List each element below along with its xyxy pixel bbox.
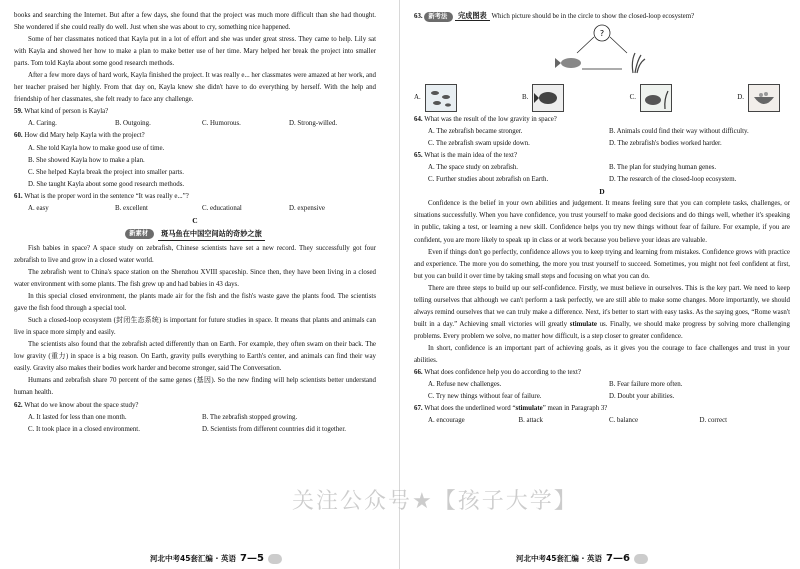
page-divider <box>399 0 400 569</box>
option: A. The space study on zebrafish. <box>428 164 518 172</box>
publisher-logo-icon <box>268 554 282 564</box>
passage-b-paragraph: After a few more days of hard work, Kayla finished the project. It was really e... her classmates were amazed at her work, and her teacher praised her highly. From that day on, Kayla knew she didn't have to do everything by herself. With the help and friendship of her classmates, she felt ready to face any challenge. <box>14 72 376 104</box>
option: B. attack <box>518 417 543 425</box>
option: D. expensive <box>289 204 325 212</box>
option: B. She showed Kayla how to make a plan. <box>28 156 145 164</box>
option: C. educational <box>202 204 242 212</box>
option: B. The zebrafish stopped growing. <box>202 413 298 421</box>
question-65: 65. What is the main idea of the text? A. The space study on zebrafish. B. The plan for studying human genes. C. Further studies about zebrafish on Earth. D. The research of the closed-loop ecosystem. <box>414 150 790 186</box>
option: A. encourage <box>428 417 465 425</box>
passage-c-paragraph: Such a closed-loop ecosystem (封闭生态系统) is important for future studies in space. It means that plants and animals can live in space more simply and easily. <box>14 317 376 337</box>
option: A. easy <box>28 204 49 212</box>
passage-d-paragraph: Confidence is the belief in your own abilities and judgement. It means feeling sure that you can complete tasks, challenges, or situations successfully. When you have confidence, you trust yourself to make good decisions and do things well, whether it's speaking in public, taking a test, or learning a new skill. Confidence helps you try new things without fear of failure. For example, if you are confident, you are more likely to speak up in class or at work because you believe your ideas are valuable. <box>414 200 790 244</box>
watermark: 关注公众号★【孩子大学】 <box>292 489 578 514</box>
passage-c-paragraph: Fish babies in space? A space study on zebrafish, Chinese scientists have set a new record. They successfully got four zebrafish to live and grow in a closed water world. <box>14 244 376 264</box>
fish-with-plant-icon <box>640 84 672 112</box>
question-60: 60. How did Mary help Kayla with the project? A. She told Kayla how to make good use of time. B. She showed Kayla how to make a plan. C. She helped Kayla break the project into smaller parts. D. She taught Kayla about some good research methods. <box>14 130 376 190</box>
q63-options <box>414 84 790 112</box>
option: B. Outgoing. <box>115 120 151 128</box>
option: A. The zebrafish became stronger. <box>428 128 523 136</box>
option: A. Refuse new challenges. <box>428 381 502 389</box>
passage-d-paragraph: Even if things don't go perfectly, confidence allows you to keep trying and learning from mistakes. Confidence grows with practice and experience. The more you do something, the more you trust yourself to succeed. Sometimes, you might not feel confident at first, but you can build it over time by taking small steps and focusing on what you can do. <box>414 248 790 280</box>
passage-c-paragraph: The scientists also found that the zebrafish acted differently than on Earth. For example, they often swam on their back. The low gravity (重力) in space is a big reason. On Earth, gravity pulls everything to Earth's center, and animals can find their way easily. Gravity also makes their bodies work harder and become stronger, said The Conversation. <box>14 341 376 373</box>
left-page <box>0 0 390 569</box>
section-c-heading: C <box>192 215 198 225</box>
option: D. Scientists from different countries did it together. <box>202 425 346 433</box>
option: C. Further studies about zebrafish on Earth. <box>428 176 549 184</box>
option: C. She helped Kayla break the project into smaller parts. <box>28 168 184 176</box>
option: C. The zebrafish swam upside down. <box>428 140 530 148</box>
passage-c-paragraph: The zebrafish went to China's space station on the Shenzhou XVIII spaceship. Since then, they have been living in a closed water environment with some plants. The fish grew up and had babies in 43 days. <box>14 268 376 289</box>
option-d[interactable]: D. <box>737 84 780 112</box>
page-number: 7—5 <box>240 552 264 564</box>
passage-b-paragraph: books and searching the Internet. But after a few days, she found that the project was much more difficult than she had thought. She wondered if she could really do well. Just when she was about to cry, something nice happened. <box>14 12 376 32</box>
question-59: 59. What kind of person is Kayla? A. Caring. B. Outgoing. C. Humorous. D. Strong-willed. <box>14 106 376 130</box>
option: B. The plan for studying human genes. <box>609 164 717 172</box>
option: D. She taught Kayla about some good research methods. <box>28 180 185 188</box>
option: D. Doubt your abilities. <box>609 393 675 401</box>
footer-title: 河北中考45套汇编 · 英语 <box>150 553 237 563</box>
closed-loop-diagram <box>547 23 657 81</box>
option: C. Try new things without fear of failure. <box>428 393 542 401</box>
option: D. correct <box>699 417 728 425</box>
question-64: 64. What was the result of the low gravity in space? A. The zebrafish became stronger. B. Animals could find their way without difficulty. C. The zebrafish swam upside down. D. The zebrafish's bodies worked harder. <box>414 114 790 150</box>
arrow-right <box>610 37 627 53</box>
question-mark: ? <box>599 29 605 39</box>
footer-title: 河北中考45套汇编 · 英语 <box>516 553 603 563</box>
right-footer <box>516 553 648 565</box>
underlined-word: stimulate <box>569 320 597 328</box>
option: C. It took place in a closed environment. <box>28 425 140 433</box>
section-d-heading: D <box>599 187 605 197</box>
question-66: 66. What does confidence help you do according to the text? A. Refuse new challenges. B. Fear failure more often. C. Try new things without fear of failure. D. Doubt your abilities. <box>414 367 790 403</box>
question-62: 62. What do we know about the space study? A. It lasted for less than one month. B. The zebrafish stopped growing. C. It took place in a closed environment. D. Scientists from different countries did it together. <box>14 400 376 436</box>
right-page <box>408 0 800 569</box>
option: A. Caring. <box>28 120 57 128</box>
option: B. excellent <box>115 204 148 212</box>
section-c-title-bar <box>14 228 376 241</box>
option-c[interactable]: C. <box>630 84 672 112</box>
option: A. It lasted for less than one month. <box>28 413 127 421</box>
option-a[interactable]: A. <box>414 84 457 112</box>
new-material-tag: 新素材 <box>125 229 154 239</box>
option: C. balance <box>609 417 639 425</box>
option-b[interactable]: B. <box>522 84 564 112</box>
publisher-logo-icon <box>634 554 648 564</box>
fill-chart-label: 完成图表 <box>455 11 490 21</box>
option: B. Fear failure more often. <box>609 381 683 389</box>
fish-school-icon <box>425 84 457 112</box>
question-67: 67. What does the underlined word “stimulate” mean in Paragraph 3? A. encourage B. attack C. balance D. correct <box>414 403 790 427</box>
single-fish-icon <box>532 84 564 112</box>
passage-d-paragraph: In short, confidence is an important part of achieving goals, as it gives you the courage to face challenges and trust in your abilities. <box>414 344 790 364</box>
option: C. Humorous. <box>202 120 241 128</box>
option: A. She told Kayla how to make good use of time. <box>28 144 165 152</box>
question-61: 61. What is the proper word in the sentence “It was really e...”? A. easy B. excellent C. educational D. expensive <box>14 191 376 215</box>
passage-d-paragraph: There are three steps to build up our self-confidence. Firstly, we must believe in ourselves. This is the key part. We need to keep telling ourselves that although we can't perform a task perfectly, we are still able to make some changes. More importantly, we should always remind ourselves that we can truly make a difference. Next, it's better to start with easy tasks. As the saying goes, “Rome wasn't built in a day.” Achieving small victories will greatly stimulate us. Finally, we should make progress by solving more challenging problems. Every problem we solve, no matter how difficult, is a step closer to greater confidence. <box>414 284 790 340</box>
passage-c-paragraph: In this special closed environment, the plants made air for the fish and the fish's waste gave the plants food. The scientists gave the fish food through a special tool. <box>14 293 376 313</box>
passage-c-paragraph: Humans and zebrafish share 70 percent of the same genes (基因). So the new finding will help scientists better understand human health. <box>14 377 376 397</box>
left-footer <box>150 553 282 565</box>
arrow-left <box>577 37 594 53</box>
section-c-title: 斑马鱼在中国空间站的奇妙之旅 <box>158 228 265 241</box>
plant-icon <box>632 53 645 73</box>
option: D. Strong-willed. <box>289 120 338 128</box>
fish-icon <box>555 58 581 68</box>
page-number: 7—6 <box>606 552 630 564</box>
food-bowl-icon <box>748 84 780 112</box>
option: D. The research of the closed-loop ecosystem. <box>609 176 737 184</box>
option: D. The zebrafish's bodies worked harder. <box>609 140 722 148</box>
passage-b-paragraph: Some of her classmates noticed that Kayla put in a lot of effort and she was under great stress. They came to help. Lily sat with Kayla and showed her how to make a plan to make better use of her time. Mary helped her break the project into smaller parts. Tom told Kayla about some good research methods. <box>14 36 376 68</box>
option: B. Animals could find their way without difficulty. <box>609 128 749 136</box>
question-63: 63. 新考法 完成图表 Which picture should be in the circle to show the closed-loop ecosystem? <box>414 11 695 20</box>
new-method-tag: 新考法 <box>424 12 453 22</box>
